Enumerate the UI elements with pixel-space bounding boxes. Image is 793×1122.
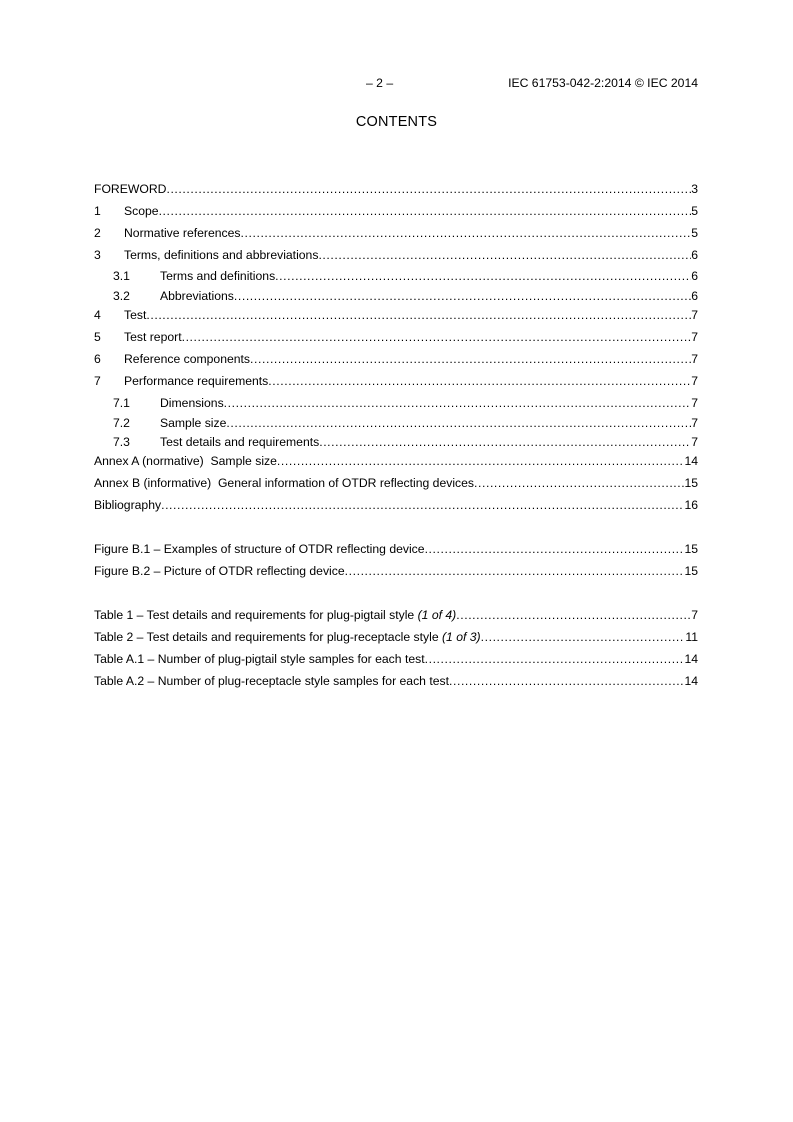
standard-reference: IEC 61753-042-2:2014 © IEC 2014	[508, 76, 698, 90]
toc-entry-sample-size[interactable]	[94, 415, 698, 431]
page-number: – 2 –	[366, 76, 394, 90]
toc-entry-scope[interactable]	[94, 203, 698, 219]
toc-page-number: 7	[691, 352, 698, 366]
leader-dots	[226, 415, 691, 431]
toc-page-number: 7	[691, 435, 698, 449]
toc-page-number: 7	[691, 308, 698, 322]
toc-entry-bibliography[interactable]	[94, 497, 698, 513]
toc-entry-text: Abbreviations	[160, 289, 234, 303]
toc-page-number: 14	[684, 652, 698, 666]
toc-entry-text: Table A.2 – Number of plug-receptacle style samples for each test	[94, 674, 449, 688]
toc-entry-foreword[interactable]	[94, 181, 698, 197]
leader-dots	[319, 434, 691, 450]
toc-entry-text: Terms, definitions and abbreviations	[124, 248, 319, 262]
leader-dots	[241, 225, 692, 241]
toc-entry-text: Table 2 – Test details and requirements for plug-receptacle style	[94, 630, 442, 644]
leader-dots	[182, 329, 692, 345]
toc-page-number: 7	[691, 608, 698, 622]
section-number: 7.1	[113, 396, 130, 410]
toc-entry-annex-b[interactable]	[94, 475, 698, 491]
leader-dots	[250, 351, 691, 367]
toc-entry-dimensions[interactable]	[94, 395, 698, 411]
leader-dots	[224, 395, 692, 411]
leader-dots	[275, 268, 691, 284]
leader-dots	[481, 629, 686, 645]
toc-page-number: 3	[691, 182, 698, 196]
toc-page-number: 6	[691, 248, 698, 262]
toc-entry-text-wrapper	[94, 629, 481, 645]
toc-entry-figure-b1[interactable]	[94, 541, 698, 557]
section-number: 1	[94, 204, 101, 218]
leader-dots	[474, 475, 684, 491]
toc-entry-text: Bibliography	[94, 498, 162, 512]
toc-entry-test-details[interactable]	[94, 434, 698, 450]
toc-entry-text: Test details and requirements	[160, 435, 320, 449]
toc-page-number: 15	[684, 542, 698, 556]
page-title: CONTENTS	[355, 114, 438, 130]
toc-page-number: 7	[691, 330, 698, 344]
toc-entry-text: Figure B.1 – Examples of structure of OTDR reflecting device	[94, 542, 425, 556]
leader-dots	[161, 497, 684, 513]
toc-entry-terms-definitions[interactable]	[94, 247, 698, 263]
toc-entry-text: Sample size	[160, 416, 227, 430]
toc-entry-reference-components[interactable]	[94, 351, 698, 367]
toc-page-number: 16	[684, 498, 698, 512]
toc-entry-normative-references[interactable]	[94, 225, 698, 241]
toc-entry-test-report[interactable]	[94, 329, 698, 345]
toc-page-number: 11	[685, 630, 698, 644]
toc-page-number: 15	[684, 564, 698, 578]
toc-entry-performance-requirements[interactable]	[94, 373, 698, 389]
leader-dots	[456, 607, 691, 623]
toc-entry-text: Performance requirements	[124, 374, 269, 388]
toc-page-number: 14	[684, 674, 698, 688]
toc-entry-part: (1 of 3)	[441, 630, 481, 644]
toc-entry-text: Test	[124, 308, 147, 322]
leader-dots	[277, 453, 685, 469]
toc-entry-text: Normative references	[124, 226, 241, 240]
toc-entry-table-1[interactable]	[94, 607, 698, 623]
toc-entry-text: FOREWORD	[94, 182, 167, 196]
toc-entry-text: Reference components	[124, 352, 251, 366]
leader-dots	[345, 563, 685, 579]
toc-entry-annex-a[interactable]	[94, 453, 698, 469]
section-number: 5	[94, 330, 101, 344]
section-number: 4	[94, 308, 101, 322]
leader-dots	[318, 247, 691, 263]
section-number: 7.3	[113, 435, 130, 449]
leader-dots	[159, 203, 692, 219]
page-header	[0, 76, 793, 92]
toc-page-number: 5	[691, 226, 698, 240]
toc-entry-terms-and-definitions[interactable]	[94, 268, 698, 284]
toc-page-number: 6	[691, 289, 698, 303]
leader-dots	[425, 541, 685, 557]
toc-page-number: 7	[691, 396, 698, 410]
toc-entry-part: (1 of 4)	[417, 608, 457, 622]
toc-entry-text: Figure B.2 – Picture of OTDR reflecting device	[94, 564, 345, 578]
leader-dots	[449, 673, 684, 689]
toc-entry-text: Terms and definitions	[160, 269, 276, 283]
leader-dots	[166, 181, 691, 197]
toc-entry-text: Dimensions	[160, 396, 224, 410]
toc-page-number: 7	[691, 416, 698, 430]
section-number: 7.2	[113, 416, 130, 430]
toc-page-number: 6	[691, 269, 698, 283]
toc-entry-figure-b2[interactable]	[94, 563, 698, 579]
section-number: 6	[94, 352, 101, 366]
toc-entry-text: Table A.1 – Number of plug-pigtail style samples for each test	[94, 652, 425, 666]
section-number: 3.2	[113, 289, 130, 303]
toc-entry-text: Annex B (informative) General information of OTDR reflecting devices	[94, 476, 474, 490]
toc-page-number: 5	[691, 204, 698, 218]
toc-entry-table-2[interactable]	[94, 629, 698, 645]
toc-page-number: 7	[691, 374, 698, 388]
toc-page-number: 14	[684, 454, 698, 468]
section-number: 7	[94, 374, 101, 388]
toc-entry-text-wrapper	[94, 607, 456, 623]
leader-dots	[234, 288, 691, 304]
toc-entry-table-a2[interactable]	[94, 673, 698, 689]
section-number: 3	[94, 248, 101, 262]
toc-page-number: 15	[684, 476, 698, 490]
leader-dots	[268, 373, 691, 389]
toc-entry-text: Scope	[124, 204, 159, 218]
toc-entry-text: Annex A (normative) Sample size	[94, 454, 277, 468]
toc-entry-text: Test report	[124, 330, 182, 344]
leader-dots	[425, 651, 685, 667]
toc-entry-table-a1[interactable]	[94, 651, 698, 667]
toc-entry-test[interactable]	[94, 307, 698, 323]
toc-entry-abbreviations[interactable]	[94, 288, 698, 304]
section-number: 2	[94, 226, 101, 240]
leader-dots	[146, 307, 691, 323]
toc-entry-text: Table 1 – Test details and requirements for plug-pigtail style	[94, 608, 418, 622]
section-number: 3.1	[113, 269, 130, 283]
